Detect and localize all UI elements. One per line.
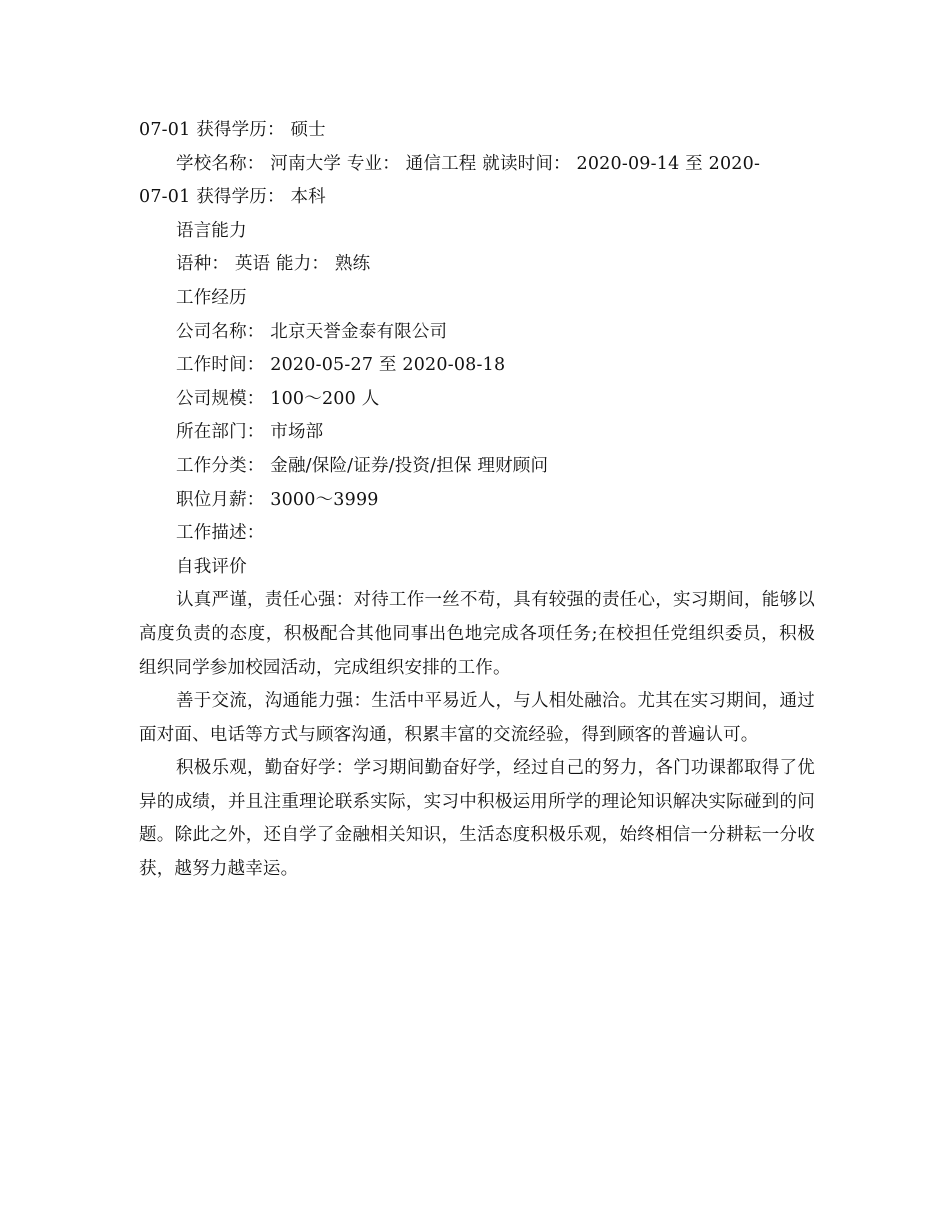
company-name: 公司名称： 北京天誉金泰有限公司 (176, 321, 448, 342)
department: 所在部门： 市场部 (176, 422, 324, 443)
education-entry-degree-line: 07-01 获得学历： 本科 (139, 187, 326, 208)
work-time: 工作时间： 2020-05-27 至 2020-08-18 (176, 355, 506, 376)
self-evaluation-paragraph-1: 认真严谨，责任心强：对待工作一丝不苟，具有较强的责任心，实习期间，能够以高度负责的态度，积极配合其他同事出色地完成各项任务;在校担任党组织委员，积极组织同学参加校园活动，完成组织安排的工作。 (139, 590, 815, 678)
work-heading: 工作经历 (176, 287, 247, 308)
monthly-salary: 职位月薪： 3000～3999 (176, 489, 379, 510)
resume-content (139, 114, 815, 887)
education-entry-line: 学校名称： 河南大学 专业： 通信工程 就读时间： 2020-09-14 至 2020- (176, 153, 761, 174)
language-heading: 语言能力 (176, 220, 247, 241)
education-continuation-line: 07-01 获得学历： 硕士 (139, 120, 326, 140)
company-size: 公司规模： 100～200 人 (176, 388, 380, 409)
language-item: 语种： 英语 能力： 熟练 (176, 254, 371, 275)
self-evaluation-paragraph-2: 善于交流，沟通能力强：生活中平易近人，与人相处融洽。尤其在实习期间，通过面对面、电话等方式与顾客沟通，积累丰富的交流经验，得到顾客的普遍认可。 (139, 691, 815, 745)
self-evaluation-heading: 自我评价 (176, 556, 247, 577)
work-description: 工作描述： (176, 523, 265, 544)
job-category: 工作分类： 金融/保险/证券/投资/担保 理财顾问 (176, 455, 549, 476)
self-evaluation-paragraph-3: 积极乐观，勤奋好学：学习期间勤奋好学，经过自己的努力，各门功课都取得了优异的成绩，并且注重理论联系实际，实习中积极运用所学的理论知识解决实际碰到的问题。除此之外，还自学了金融相关知识，生活态度积极乐观，始终相信一分耕耘一分收获，越努力越幸运。 (139, 758, 815, 880)
